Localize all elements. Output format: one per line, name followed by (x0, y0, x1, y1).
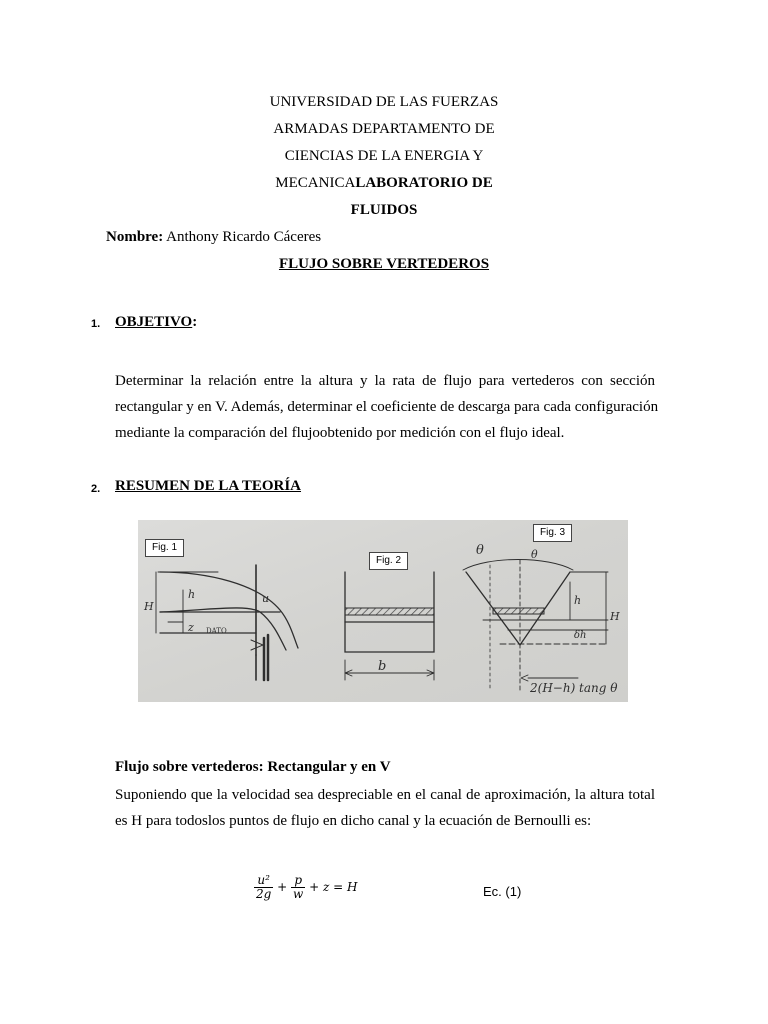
sketch-label-z: z (188, 621, 194, 634)
equation-plus: + (277, 880, 288, 894)
sketch-label-h-v: h (574, 594, 582, 607)
objective-line-1: Determinar la relación entre la altura y la rata de flujo para vertederos con sección (115, 373, 655, 389)
sketch-label-formula: 2(H−h) tang θ (530, 681, 618, 695)
fig-1-label: Fig. 1 (145, 539, 184, 557)
section-2-number: 2. (91, 483, 101, 495)
sketch-label-H: H (144, 600, 154, 613)
author-line (106, 229, 321, 246)
sketch-label-b: b (378, 659, 387, 674)
author-label: Nombre: (106, 229, 164, 245)
objective-line-3: mediante la comparación del flujoobtenido por medición con el flujo ideal. (115, 425, 565, 441)
subsection-title: Flujo sobre vertederos: Rectangular y en V (115, 759, 391, 775)
objective-line-2: rectangular y en V. Además, determinar el coeficiente de descarga para cada configuración (115, 399, 659, 415)
sketch-label-h: h (188, 588, 196, 601)
fraction-2-numerator: p (291, 874, 305, 888)
institution-line-3: CIENCIAS DE LA ENERGIA Y (284, 148, 484, 164)
section-1-colon: : (192, 314, 198, 330)
section-2-title: RESUMEN DE LA TEORÍA (115, 478, 302, 494)
fraction-1-numerator: u² (254, 874, 273, 888)
bernoulli-equation (254, 874, 358, 901)
document-title: FLUJO SOBRE VERTEDEROS (278, 256, 490, 272)
sketch-label-delta-h: δh (574, 630, 587, 641)
fraction-2-denominator: w (293, 887, 304, 901)
fig-2-label: Fig. 2 (369, 552, 408, 570)
equation-label: Ec. (1) (483, 884, 522, 899)
institution-line-4-regular: MECANICA (275, 175, 356, 191)
lab-name-part-1: LABORATORIO DE (355, 175, 493, 191)
section-1-heading (115, 314, 197, 331)
sketch-label-H-v: H (610, 610, 620, 623)
fig-3-label: Fig. 3 (533, 524, 572, 542)
sketch-label-theta-right: θ (531, 548, 538, 561)
institution-line-4 (0, 175, 768, 192)
author-name: Anthony Ricardo Cáceres (166, 229, 322, 245)
section-1-number: 1. (91, 318, 101, 330)
lab-name-part-2: FLUIDOS (350, 202, 418, 218)
weir-sketch-svg (138, 520, 628, 702)
fraction-u2-2g (254, 874, 273, 901)
bernoulli-intro-line-1: Suponiendo que la velocidad sea despreciable en el canal de aproximación, la altura total (115, 787, 655, 803)
fraction-p-w (291, 874, 305, 901)
sketch-label-u: u (262, 592, 270, 605)
institution-line-2: ARMADAS DEPARTAMENTO DE (273, 121, 495, 137)
equation-rest: + z = H (309, 880, 358, 894)
fraction-1-denominator: 2g (256, 887, 272, 901)
institution-line-1: UNIVERSIDAD DE LAS FUERZAS (269, 94, 499, 110)
weir-sketch-figure (138, 520, 628, 702)
bernoulli-intro-paragraph (115, 782, 655, 834)
objective-paragraph (115, 368, 659, 446)
sketch-label-theta-left: θ (476, 543, 484, 558)
section-1-title: OBJETIVO (115, 314, 193, 330)
bernoulli-intro-line-2: es H para todoslos puntos de flujo en dicho canal y la ecuación de Bernoulli es: (115, 813, 592, 829)
sketch-label-dato: DATO (206, 627, 227, 635)
